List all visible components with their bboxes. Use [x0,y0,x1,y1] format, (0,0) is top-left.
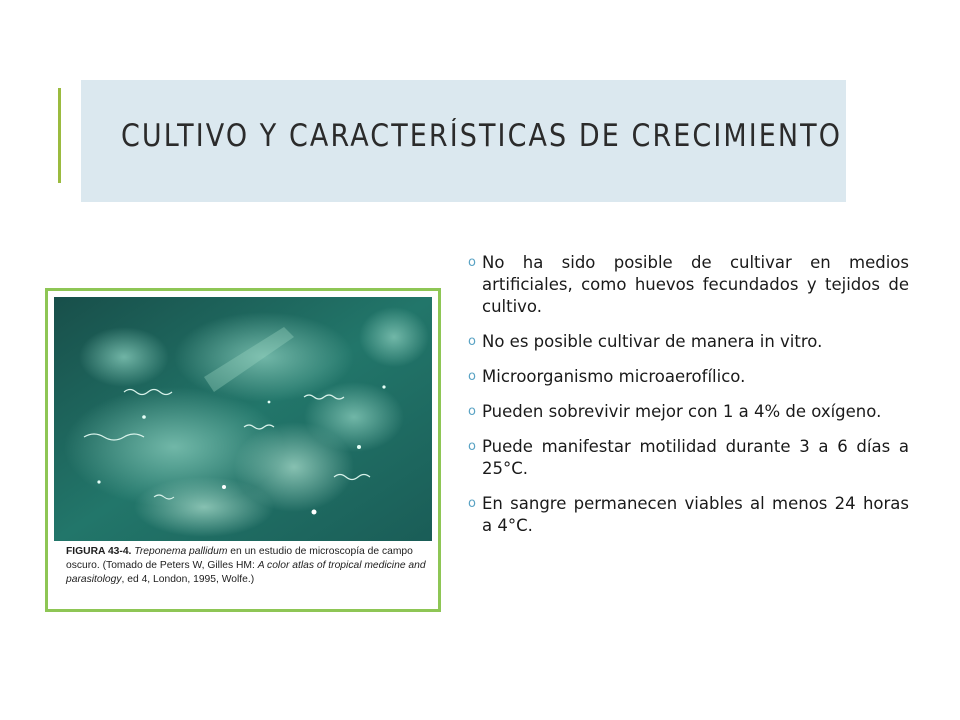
bullet-marker-icon: o [468,369,476,384]
micrograph-image [54,297,432,541]
bullet-marker-icon: o [468,404,476,419]
figure-caption [66,545,426,587]
bullet-item [468,366,909,388]
bullet-text: Pueden sobrevivir mejor con 1 a 4% de oxígeno. [482,402,882,421]
bullet-text: En sangre permanecen viables al menos 24 horas a 4°C. [482,494,909,535]
figure-text-1: en un estudio de microscopía de campo oscuro. (Tomado de Peters W, Gilles HM: [66,546,413,571]
darkfield-micrograph [54,297,432,541]
bullet-item [468,401,909,423]
bullet-marker-icon: o [468,255,476,270]
figure-text-2: , ed 4, London, 1995, Wolfe.) [121,574,255,585]
bullet-item [468,493,909,537]
bullet-item [468,436,909,480]
bullet-text: No es posible cultivar de manera in vitro. [482,332,823,351]
bullet-item [468,331,909,353]
figure-label: FIGURA 43-4. [66,546,132,557]
bullet-text: Microorganismo microaerofílico. [482,367,746,386]
title-banner [81,80,846,202]
figure-species: Treponema pallidum [134,546,228,557]
bullet-list [468,252,909,550]
title-accent-bar [58,88,61,183]
bullet-marker-icon: o [468,496,476,511]
slide-title: CULTIVO Y CARACTERÍSTICAS DE CRECIMIENTO [121,118,843,154]
figure-frame [45,288,441,612]
bullet-marker-icon: o [468,334,476,349]
bullet-marker-icon: o [468,439,476,454]
bullet-text: No ha sido posible de cultivar en medios artificiales, como huevos fecundados y tejidos de cultivo. [482,253,909,316]
bullet-text: Puede manifestar motilidad durante 3 a 6 días a 25°C. [482,437,909,478]
figure-book: A color atlas of tropical medicine and parasitology [66,560,426,585]
bullet-item [468,252,909,318]
